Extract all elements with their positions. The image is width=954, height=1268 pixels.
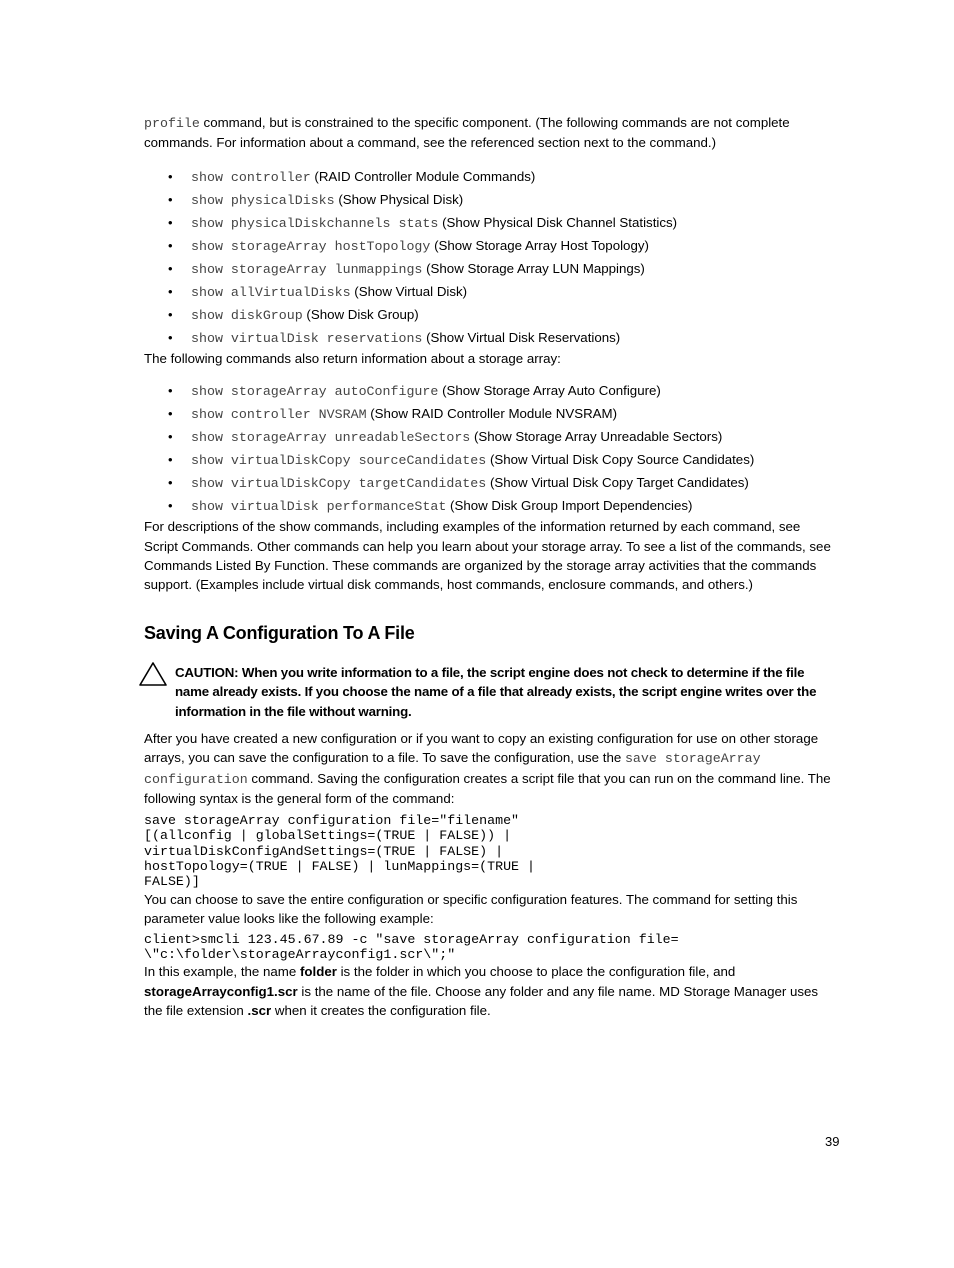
list-item: • show allVirtualDisks (Show Virtual Disk) xyxy=(168,283,468,300)
page-number: 39 xyxy=(825,1134,840,1149)
list-item: • show controller NVSRAM (Show RAID Controller Module NVSRAM) xyxy=(168,406,618,423)
list-item: • show physicalDiskchannels stats (Show Physical Disk Channel Statistics) xyxy=(168,214,678,231)
list-item: • show diskGroup (Show Disk Group) xyxy=(168,306,419,323)
choose-paragraph: You can choose to save the entire configuration or specific configuration features. The command for setting this parameter value looks like the following example: xyxy=(144,891,798,927)
save-config-paragraph: After you have created a new configuration or if you want to copy an existing configuration for use on other storage arrays, you can save the configuration to a file. To save the configuration, use the save storageArray configuration command. Saving the configuration creates a script file that you can run on the command line. The following syntax is the general form of the command: xyxy=(144,731,831,807)
example-explanation-paragraph: In this example, the name folder is the folder in which you choose to place the configuration file, and storageArrayconfig1.scr is the name of the file. Choose any folder and any file name. MD Storage Manager uses the file extension .scr when it creates the configuration file. xyxy=(144,964,819,1019)
list-item: • show virtualDisk reservations (Show Virtual Disk Reservations) xyxy=(168,329,621,346)
intro-paragraph: profile command, but is constrained to the specific component. (The following commands are not complete commands. For information about a command, see the referenced section next to the command.) xyxy=(144,115,790,151)
caution-text: CAUTION: When you write information to a file, the script engine does not check to determine if the file name already exists. If you choose the name of a file that already exists, the script engine writes over the information in the file without warning. xyxy=(175,664,817,719)
descriptions-paragraph: For descriptions of the show commands, including examples of the information returned by each command, see Script Commands. Other commands can help you learn about your storage array. To see a list of the commands, see Commands Listed By Function. These commands are organized by the storage array activities that the commands support. (Examples include virtual disk commands, host commands, enclosure commands, and others.) xyxy=(144,519,831,593)
list-item: • show physicalDisks (Show Physical Disk) xyxy=(168,191,464,208)
inline-code: profile xyxy=(144,116,200,131)
document-page xyxy=(144,113,834,1021)
list-item: • show virtualDiskCopy targetCandidates (Show Virtual Disk Copy Target Candidates) xyxy=(168,475,749,492)
show-commands-list xyxy=(144,165,834,349)
list-item: • show virtualDiskCopy sourceCandidates (Show Virtual Disk Copy Source Candidates) xyxy=(168,452,755,469)
also-paragraph: The following commands also return information about a storage array: xyxy=(144,350,561,366)
list-item: • show virtualDisk performanceStat (Show Disk Group Import Dependencies) xyxy=(168,498,693,515)
section-title: Saving A Configuration To A File xyxy=(144,622,415,643)
caution-note xyxy=(144,663,834,721)
storage-array-commands-list xyxy=(144,379,834,517)
list-item: • show storageArray hostTopology (Show Storage Array Host Topology) xyxy=(168,237,649,254)
inline-code: save storageArray configuration xyxy=(144,751,761,787)
list-item: • show storageArray autoConfigure (Show Storage Array Auto Configure) xyxy=(168,383,661,400)
syntax-code-block: save storageArray configuration file="filename" [(allconfig | globalSettings=(TRUE | FALSE)) | virtualDiskConfigAndSettings=(TRUE | FALSE) | hostTopology=(TRUE | FALSE) | lunMappings=(TRUE | FALSE)] xyxy=(144,812,535,890)
list-item: • show storageArray unreadableSectors (Show Storage Array Unreadable Sectors) xyxy=(168,429,723,446)
list-item: • show controller (RAID Controller Module Commands) xyxy=(168,168,536,185)
list-item: • show storageArray lunmappings (Show Storage Array LUN Mappings) xyxy=(168,260,645,277)
caution-icon xyxy=(138,661,168,687)
example-code-block: client>smcli 123.45.67.89 -c "save storageArray configuration file= \"c:\folder\storageArrayconfig1.scr\";" xyxy=(144,931,679,962)
